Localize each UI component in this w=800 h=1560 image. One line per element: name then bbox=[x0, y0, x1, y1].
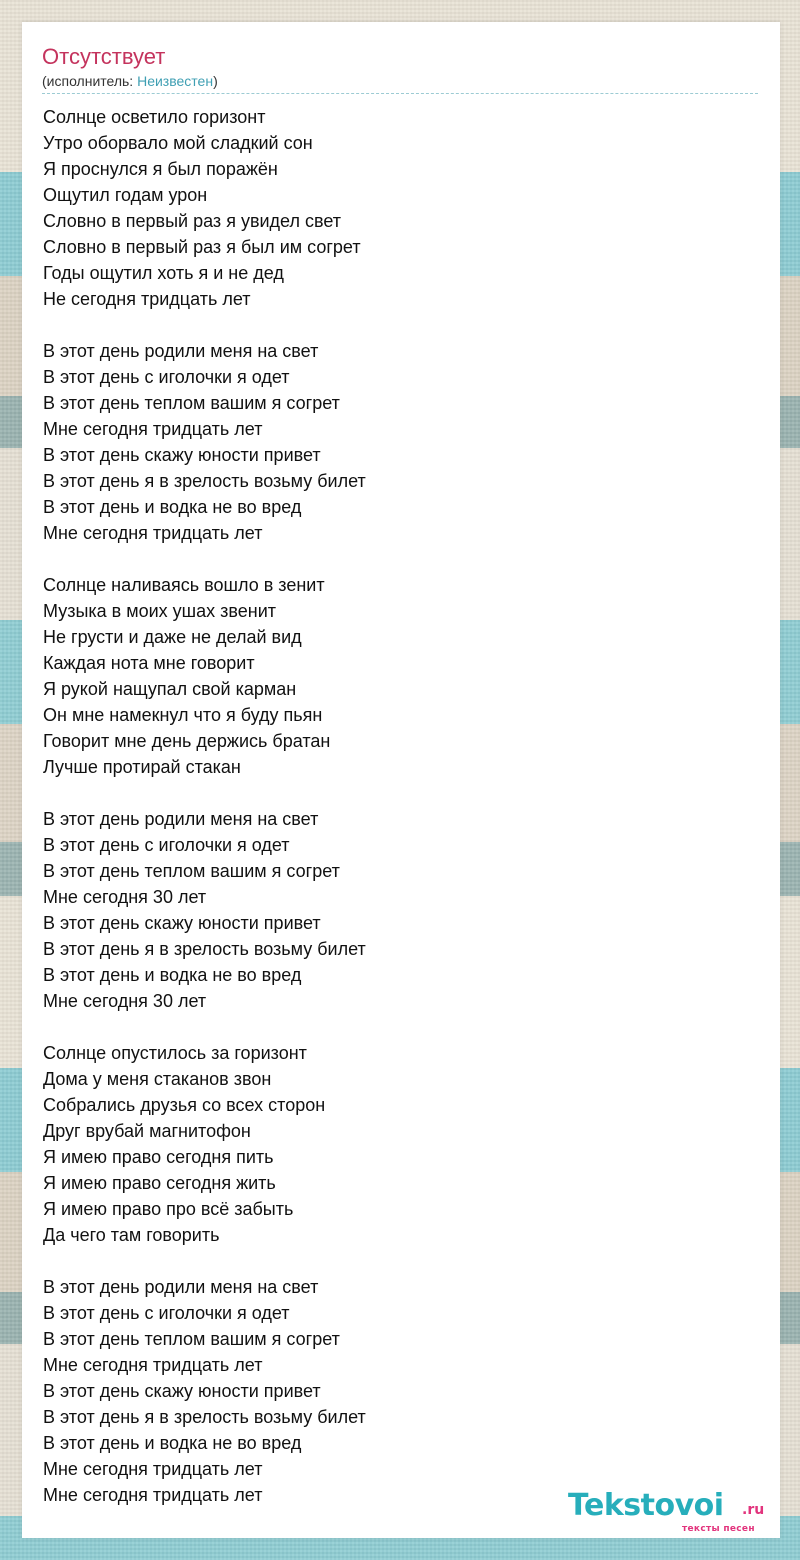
lyric-line: Словно в первый раз я был им согрет bbox=[43, 237, 361, 257]
logo-tld: .ru bbox=[742, 1502, 765, 1518]
lyric-line: В этот день теплом вашим я согрет bbox=[43, 861, 340, 881]
lyric-line: Друг врубай магнитофон bbox=[43, 1121, 251, 1141]
stanza bbox=[43, 572, 743, 780]
title-divider bbox=[42, 93, 758, 94]
lyric-line: В этот день родили меня на свет bbox=[43, 1277, 319, 1297]
stanza bbox=[43, 1040, 743, 1248]
lyric-line: Музыка в моих ушах звенит bbox=[43, 601, 276, 621]
lyric-line: В этот день скажу юности привет bbox=[43, 445, 321, 465]
lyric-line: Я имею право про всё забыть bbox=[43, 1199, 294, 1219]
lyric-line: Утро оборвало мой сладкий сон bbox=[43, 133, 313, 153]
lyric-line: Он мне намекнул что я буду пьян bbox=[43, 705, 323, 725]
lyric-line: В этот день с иголочки я одет bbox=[43, 835, 290, 855]
lyric-line: Мне сегодня тридцать лет bbox=[43, 523, 263, 543]
lyric-line: Не грусти и даже не делай вид bbox=[43, 627, 302, 647]
lyric-line: Словно в первый раз я увидел свет bbox=[43, 211, 341, 231]
lyric-line: Я имею право сегодня жить bbox=[43, 1173, 276, 1193]
logo-wordmark: Tekstovoi bbox=[568, 1488, 724, 1523]
lyric-line: Мне сегодня 30 лет bbox=[43, 887, 207, 907]
lyric-line: В этот день с иголочки я одет bbox=[43, 367, 290, 387]
stanza bbox=[43, 104, 743, 312]
lyric-line: Солнце опустилось за горизонт bbox=[43, 1043, 307, 1063]
stanza bbox=[43, 338, 743, 546]
lyric-line: В этот день теплом вашим я согрет bbox=[43, 393, 340, 413]
lyrics-card bbox=[22, 22, 780, 1538]
lyric-line: Я рукой нащупал свой карман bbox=[43, 679, 297, 699]
lyric-line: Мне сегодня тридцать лет bbox=[43, 1355, 263, 1375]
lyric-line: Дома у меня стаканов звон bbox=[43, 1069, 272, 1089]
lyric-line: В этот день и водка не во вред bbox=[43, 965, 302, 985]
lyric-line: В этот день скажу юности привет bbox=[43, 1381, 321, 1401]
lyric-line: Да чего там говорить bbox=[43, 1225, 220, 1245]
lyric-line: Мне сегодня 30 лет bbox=[43, 991, 207, 1011]
lyric-line: В этот день скажу юности привет bbox=[43, 913, 321, 933]
artist-link[interactable]: Неизвестен bbox=[137, 73, 214, 89]
song-title: Отсутствует bbox=[42, 44, 166, 69]
lyric-line: Мне сегодня тридцать лет bbox=[43, 1459, 263, 1479]
lyric-line: Солнце осветило горизонт bbox=[43, 107, 266, 127]
stanza bbox=[43, 1274, 743, 1508]
lyric-line: Ощутил годам урон bbox=[43, 185, 208, 205]
lyric-line: Мне сегодня тридцать лет bbox=[43, 419, 263, 439]
lyric-line: В этот день родили меня на свет bbox=[43, 809, 319, 829]
artist-prefix: (исполнитель: bbox=[42, 73, 138, 89]
lyrics-body bbox=[43, 104, 743, 1508]
lyric-line: Мне сегодня тридцать лет bbox=[43, 1485, 263, 1505]
artist-suffix: ) bbox=[213, 73, 218, 89]
lyric-line: В этот день с иголочки я одет bbox=[43, 1303, 290, 1323]
site-logo[interactable] bbox=[568, 1488, 778, 1534]
lyric-line: Говорит мне день держись братан bbox=[43, 731, 331, 751]
lyric-line: В этот день я в зрелость возьму билет bbox=[43, 1407, 366, 1427]
lyric-line: В этот день теплом вашим я согрет bbox=[43, 1329, 340, 1349]
lyric-line: В этот день и водка не во вред bbox=[43, 497, 302, 517]
lyric-line: В этот день родили меня на свет bbox=[43, 341, 319, 361]
lyric-line: Я имею право сегодня пить bbox=[43, 1147, 274, 1167]
stanza bbox=[43, 806, 743, 1014]
lyric-line: Солнце наливаясь вошло в зенит bbox=[43, 575, 325, 595]
lyric-line: Годы ощутил хоть я и не дед bbox=[43, 263, 284, 283]
lyric-line: Я проснулся я был поражён bbox=[43, 159, 278, 179]
lyric-line: В этот день я в зрелость возьму билет bbox=[43, 471, 366, 491]
artist-line bbox=[42, 73, 218, 89]
logo-tagline: тексты песен bbox=[682, 1524, 755, 1534]
lyric-line: Не сегодня тридцать лет bbox=[43, 289, 251, 309]
lyric-line: Каждая нота мне говорит bbox=[43, 653, 255, 673]
lyric-line: Собрались друзья со всех сторон bbox=[43, 1095, 326, 1115]
lyric-line: В этот день и водка не во вред bbox=[43, 1433, 302, 1453]
lyric-line: Лучше протирай стакан bbox=[43, 757, 241, 777]
lyric-line: В этот день я в зрелость возьму билет bbox=[43, 939, 366, 959]
